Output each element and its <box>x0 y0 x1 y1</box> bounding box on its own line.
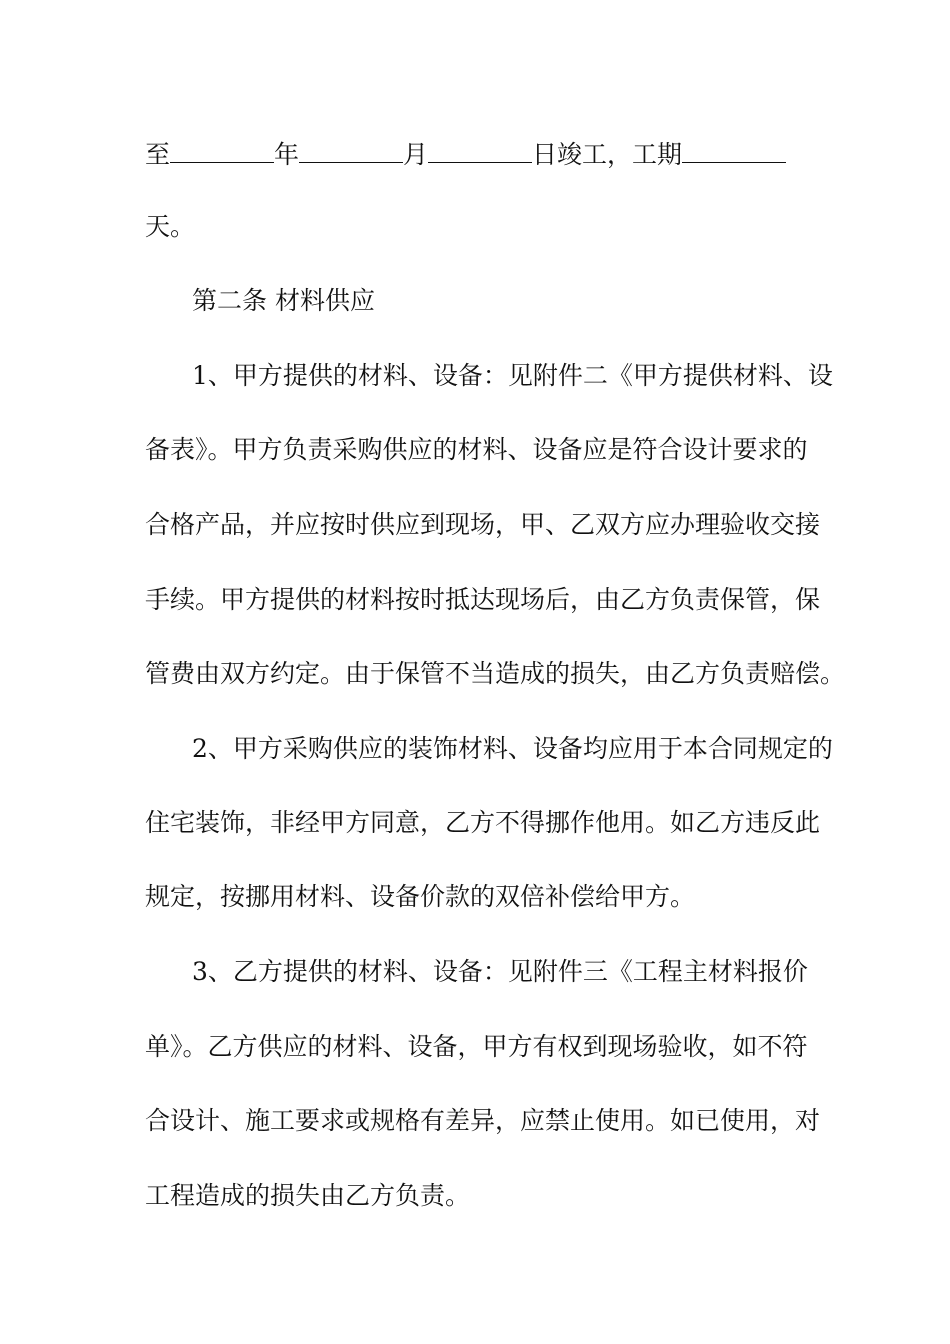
para2-line-3: 规定，按挪用材料、设备价款的双倍补偿给甲方。 <box>145 882 696 911</box>
para3-line-2: 单》。乙方供应的材料、设备，甲方有权到现场验收，如不符 <box>145 1032 808 1061</box>
text-month: 月 <box>403 140 429 169</box>
para2-line-2: 住宅装饰，非经甲方同意，乙方不得挪作他用。如乙方违反此 <box>145 808 821 837</box>
text-day-completion: 日竣工，工期 <box>532 140 683 169</box>
day-blank <box>428 138 532 163</box>
para3-line-1: 3、乙方提供的材料、设备：见附件三《工程主材料报价 <box>192 957 808 986</box>
para3-line-4: 工程造成的损失由乙方负责。 <box>145 1181 471 1210</box>
article-heading: 第二条 材料供应 <box>192 286 375 315</box>
para3-line-3: 合设计、施工要求或规格有差异，应禁止使用。如已使用，对 <box>145 1106 821 1135</box>
text-year: 年 <box>274 140 300 169</box>
month-blank <box>299 138 403 163</box>
completion-date-line <box>145 138 810 168</box>
para1-line-1: 1、甲方提供的材料、设备：见附件二《甲方提供材料、设 <box>192 361 833 390</box>
para1-line-2: 备表》。甲方负责采购供应的材料、设备应是符合设计要求的 <box>145 435 808 464</box>
para1-line-5: 管费由双方约定。由于保管不当造成的损失，由乙方负责赔偿。 <box>145 659 846 688</box>
duration-days-line: 天。 <box>145 212 196 241</box>
para2-line-1: 2、甲方采购供应的装饰材料、设备均应用于本合同规定的 <box>192 734 833 763</box>
para1-line-3: 合格产品，并应按时供应到现场，甲、乙双方应办理验收交接 <box>145 510 821 539</box>
para1-line-4: 手续。甲方提供的材料按时抵达现场后，由乙方负责保管，保 <box>145 585 821 614</box>
text-zhi: 至 <box>145 140 171 169</box>
year-blank <box>170 138 274 163</box>
duration-blank <box>682 138 786 163</box>
